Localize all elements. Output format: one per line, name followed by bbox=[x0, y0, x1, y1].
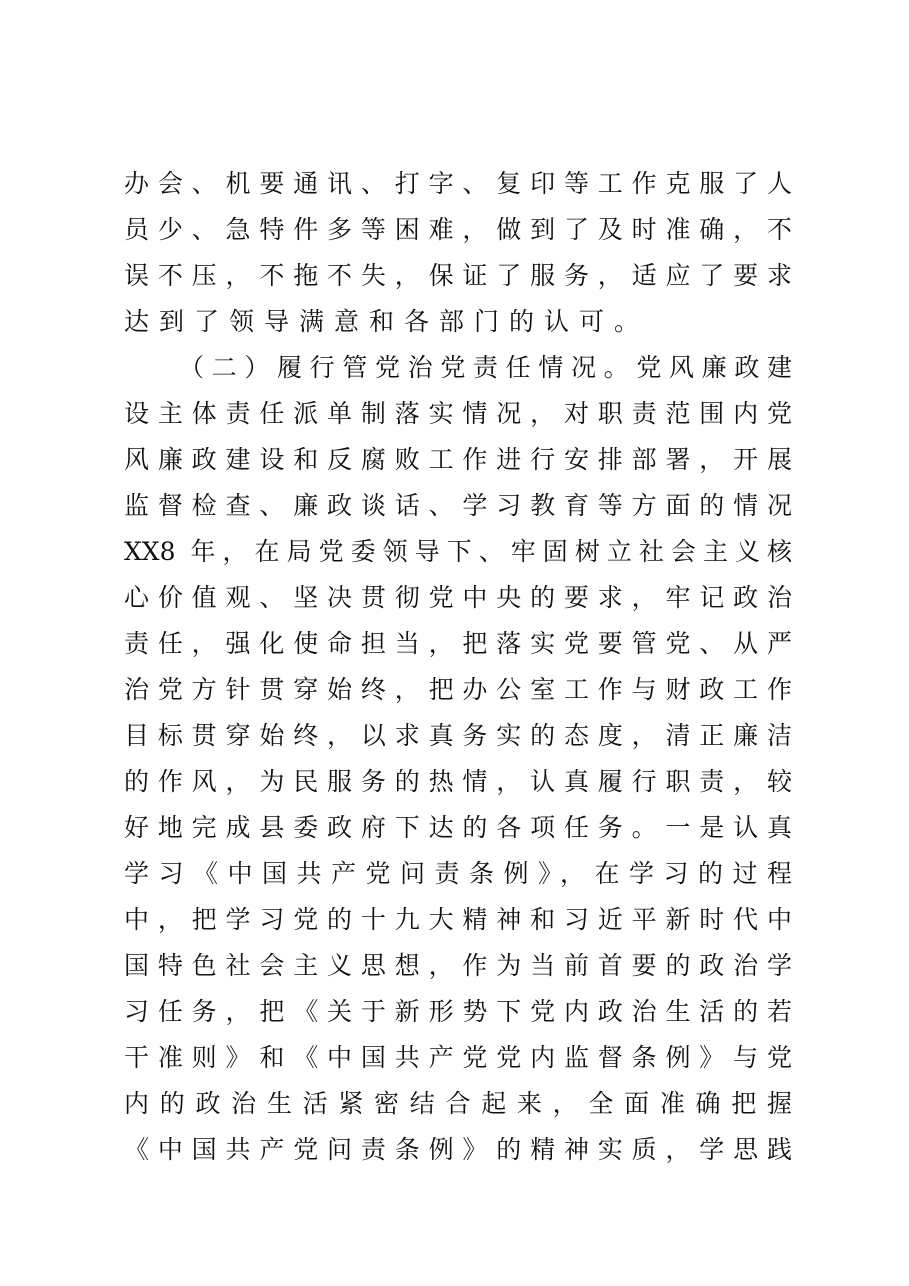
text-line: 责任，强化使命担当，把落实党要管党、从严 bbox=[124, 629, 792, 658]
section-heading-line: （二）履行管党治党责任情况。党风廉政建 bbox=[179, 353, 792, 382]
text-line: 达到了领导满意和各部门的认可。 bbox=[124, 307, 650, 336]
text-line: 习任务，把《关于新形势下党内政治生活的若 bbox=[124, 997, 792, 1026]
text-line: 好地完成县委政府下达的各项任务。一是认真 bbox=[124, 813, 792, 842]
text-line: 心价值观、坚决贯彻党中央的要求，牢记政治 bbox=[124, 583, 792, 612]
text-line: 设主体责任派单制落实情况，对职责范围内党 bbox=[124, 399, 792, 428]
text-line: 风廉政建设和反腐败工作进行安排部署，开展 bbox=[124, 445, 792, 474]
text-line: 学习《中国共产党问责条例》，在学习的过程 bbox=[124, 859, 792, 888]
text-line: 中，把学习党的十九大精神和习近平新时代中 bbox=[124, 905, 792, 934]
text-line: 国特色社会主义思想，作为当前首要的政治学 bbox=[124, 951, 792, 980]
text-line: 员少、急特件多等困难，做到了及时准确，不 bbox=[124, 215, 792, 244]
document-body bbox=[124, 161, 792, 1173]
text-line: XX8 年，在局党委领导下、牢固树立社会主义核 bbox=[124, 537, 792, 566]
text-line: 治党方针贯穿始终，把办公室工作与财政工作 bbox=[124, 675, 792, 704]
text-line: 内的政治生活紧密结合起来，全面准确把握 bbox=[124, 1089, 792, 1118]
text-line: 《中国共产党问责条例》的精神实质，学思践 bbox=[124, 1135, 792, 1164]
text-line: 监督检查、廉政谈话、学习教育等方面的情况 bbox=[124, 491, 792, 520]
text-line: 的作风，为民服务的热情，认真履行职责，较 bbox=[124, 767, 792, 796]
text-line: 干准则》和《中国共产党党内监督条例》与党 bbox=[124, 1043, 792, 1072]
text-line: 误不压，不拖不失，保证了服务，适应了要求 bbox=[124, 261, 792, 290]
text-line: 办会、机要通讯、打字、复印等工作克服了人 bbox=[124, 169, 792, 198]
text-line: 目标贯穿始终，以求真务实的态度，清正廉洁 bbox=[124, 721, 792, 750]
